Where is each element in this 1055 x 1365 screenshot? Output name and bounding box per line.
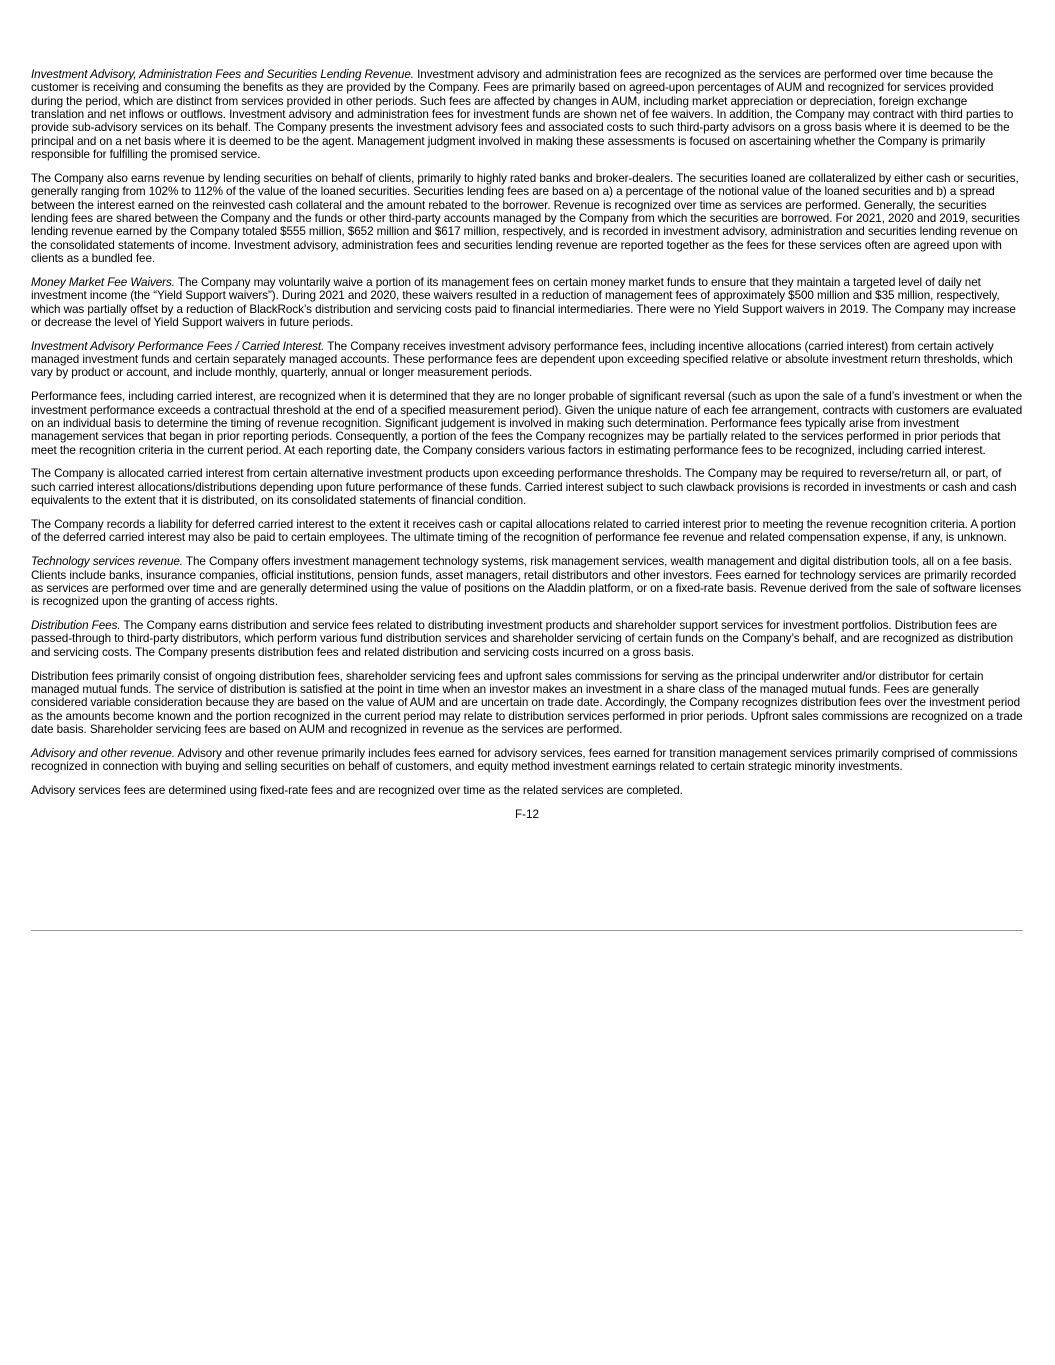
paragraph-distribution-fees-detail [31, 670, 1023, 737]
document-page [31, 68, 1023, 822]
paragraph-text: The Company receives investment advisory performance fees, including incentive allocations (carried interest) from certain actively managed investment funds and certain separately managed accounts. These performance fees are dependent upon exceeding specified relative or absolute investment return thresholds, which vary by product or account, and include monthly, quarterly, annual or longer measurement periods. [31, 339, 1013, 380]
paragraph-text: Advisory services fees are determined using fixed-rate fees and are recognized over time as the related services are completed. [31, 783, 683, 797]
paragraph-lead: Investment Advisory Performance Fees / Carried Interest. [31, 339, 325, 353]
paragraph-carried-interest-allocation [31, 467, 1023, 507]
paragraph-text: Investment advisory and administration fees are recognized as the services are performed over time because the customer is receiving and consuming the benefits as they are provided by the Company. Fees are primarily based on agreed-upon percentages of AUM and recognized for services provided during the period, which are distinct from services provided in other periods. Such fees are affected by changes in AUM, including market appreciation or depreciation, foreign exchange translation and net inflows or outflows. Investment advisory and administration fees for investment funds are shown net of fee waivers. In addition, the Company may contract with third parties to provide sub-advisory services on its behalf. The Company presents the investment advisory fees and associated costs to such third-party advisors on a gross basis where it is deemed to be the principal and on a net basis where it is deemed to be the agent. Management judgment involved in making these assessments is focused on ascertaining whether the Company is primarily responsible for fulfilling the promised service. [31, 68, 1014, 162]
paragraph-lead: Advisory and other revenue. [31, 746, 176, 760]
paragraph-performance-fees-recognition [31, 390, 1023, 457]
paragraph-lead: Technology services revenue. [31, 555, 183, 569]
paragraph-text: The Company earns distribution and service fees related to distributing investment products and shareholder support services for investment portfolios. Distribution fees are passed-through to third-party distributors, which perform various fund distribution services and shareholder servicing of certain funds on the Company’s behalf, and are recognized as distribution and servicing costs. The Company presents distribution fees and related distribution and servicing costs incurred on a gross basis. [31, 619, 1014, 659]
paragraph-lead: Money Market Fee Waivers. [31, 275, 175, 289]
paragraph-text: Performance fees, including carried interest, are recognized when it is determined that they are no longer probable of significant reversal (such as upon the sale of a fund’s investment or when the investment performance exceeds a contractual threshold at the end of a specified measurement period). Given the unique nature of each fee arrangement, contracts with customers are evaluated on an individual basis to determine the timing of revenue recognition. Significant judgement is involved in making such determination. Performance fees typically arise from investment management services that began in prior reporting periods. Consequently, a portion of the fees the Company recognizes may be partially related to the services performed in prior periods that meet the recognition criteria in the current period. At each reporting date, the Company considers various factors in estimating performance fees to be recognized, including carried interest. [31, 390, 1023, 457]
paragraph-text: The Company offers investment management technology systems, risk management services, wealth management and digital distribution tools, all on a fee basis. Clients include banks, insurance companies, official institutions, pension funds, asset managers, retail distributors and other investors. Fees earned for technology services are primarily recorded as services are performed over time and are generally determined using the value of positions on the Aladdin platform, or on a fixed-rate basis. Revenue derived from the sale of software licenses is recognized upon the granting of access rights. [31, 555, 1022, 609]
paragraph-text: The Company also earns revenue by lending securities on behalf of clients, primarily to highly rated banks and broker-dealers. The securities loaned are collateralized by either cash or securities, generally ranging from 102% to 112% of the value of the loaned securities. Securities lending fees are based on a) a percentage of the notional value of the loaned securities and b) a spread between the interest earned on the reinvested cash collateral and the amount rebated to the borrower. Revenue is recognized over time as services are performed. Generally, the securities lending fees are shared between the Company and the funds or other third-party accounts managed by the Company from which the securities are borrowed. For 2021, 2020 and 2019, securities lending revenue earned by the Company totaled $555 million, $652 million and $617 million, respectively, and is recorded in investment advisory, administration and securities lending revenue on the consolidated statements of income. Investment advisory, administration fees and securities lending revenue are reported together as the fees for these services often are agreed upon with clients as a bundled fee. [31, 171, 1020, 265]
paragraph-lead: Investment Advisory, Administration Fees and Securities Lending Revenue. [31, 68, 414, 81]
page-number: F-12 [514, 807, 540, 821]
paragraph-text: Advisory and other revenue primarily includes fees earned for advisory services, fees earned for transition management services primarily comprised of commissions recognized in connection with buying and selling securities on behalf of customers, and equity method investment earnings related to certain strategic minority investments. [31, 746, 1018, 774]
paragraph-money-market-fee-waivers [31, 276, 1023, 329]
document-body [31, 68, 1023, 797]
paragraph-advisory-services-fees [31, 784, 1023, 797]
paragraph-deferred-carried-interest [31, 518, 1023, 545]
paragraph-performance-fees [31, 340, 1023, 380]
paragraph-text: The Company records a liability for deferred carried interest to the extent it receives cash or capital allocations related to carried interest prior to meeting the revenue recognition criteria. A portion of the deferred carried interest may also be paid to certain employees. The ultimate timing of the recognition of performance fee revenue and related compensation expense, if any, is unknown. [31, 517, 1016, 545]
paragraph-distribution-fees [31, 619, 1023, 659]
paragraph-investment-advisory-fees [31, 68, 1023, 161]
paragraph-advisory-other-revenue [31, 747, 1023, 774]
paragraph-text: Distribution fees primarily consist of ongoing distribution fees, shareholder servicing fees and upfront sales commissions for serving as the principal underwriter and/or distributor for certain managed mutual funds. The service of distribution is satisfied at the point in time when an investor makes an investment in a share class of the managed mutual funds. Fees are generally considered variable consideration because they are based on the value of AUM and are uncertain on trade date. Accordingly, the Company recognizes distribution fees over the investment period as the amounts become known and the portion recognized in the current period may relate to distribution services performed in prior periods. Upfront sales commissions are recognized on a trade date basis. Shareholder servicing fees are based on AUM and recognized in revenue as the services are performed. [31, 669, 1023, 736]
paragraph-text: The Company may voluntarily waive a portion of its management fees on certain money market funds to ensure that they maintain a targeted level of daily net investment income (the “Yield Support waivers”). During 2021 and 2020, these waivers resulted in a reduction of management fees of approximately $500 million and $35 million, respectively, which was partially offset by a reduction of BlackRock’s distribution and servicing costs paid to financial intermediaries. There were no Yield Support waivers in 2019. The Company may increase or decrease the level of Yield Support waivers in future periods. [31, 275, 1016, 329]
footer-divider [31, 930, 1023, 931]
paragraph-text: The Company is allocated carried interest from certain alternative investment products upon exceeding performance thresholds. The Company may be required to reverse/return all, or part, of such carried interest allocations/distributions depending upon future performance of these funds. Carried interest subject to such clawback provisions is recorded in investments or cash and cash equivalents to the extent that it is distributed, on its consolidated statements of financial condition. [31, 467, 1017, 508]
paragraph-lead: Distribution Fees. [31, 619, 121, 633]
paragraph-technology-services [31, 555, 1023, 608]
paragraph-securities-lending [31, 172, 1023, 265]
